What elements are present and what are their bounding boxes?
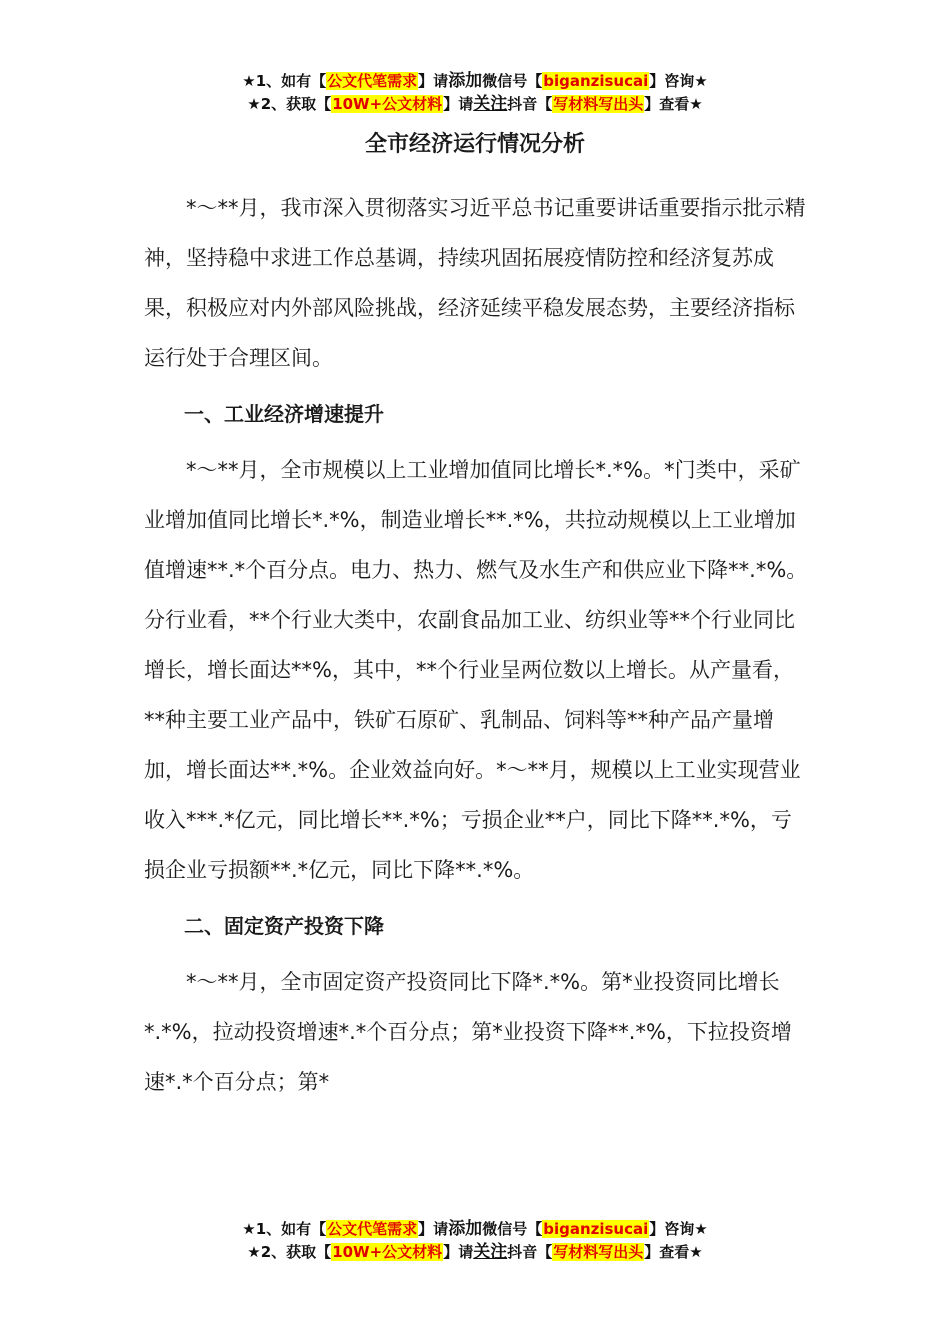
promo-text: 】请: [443, 1243, 474, 1261]
promo-text: 微信号【: [482, 72, 543, 90]
promo-text: 】咨询★: [649, 1220, 708, 1238]
intro-paragraph: *～**月，我市深入贯彻落实习近平总书记重要讲话重要指示批示精神，坚持稳中求进工作总基调，持续巩固拓展疫情防控和经济复苏成果，积极应对内外部风险挑战，经济延续平稳发展态势，主要经济指标运行处于合理区间。: [144, 196, 806, 370]
promo-emphasis: 添加: [448, 1219, 483, 1239]
promo-text: 抖音【: [507, 95, 553, 113]
promo-text: 】请: [443, 95, 474, 113]
promo-banner-bottom: [0, 1218, 950, 1264]
promo-text: 抖音【: [507, 1243, 553, 1261]
promo-emphasis: 关注: [473, 94, 508, 114]
promo-highlight: 写材料写出头: [553, 95, 644, 113]
promo-line-2: [0, 93, 950, 116]
promo-line-1: [0, 1218, 950, 1241]
promo-highlight: biganzisucai: [543, 72, 649, 90]
promo-emphasis: 关注: [473, 1242, 508, 1262]
promo-text: 】咨询★: [649, 72, 708, 90]
section-heading-investment: 二、固定资产投资下降: [184, 914, 384, 938]
promo-highlight: biganzisucai: [543, 1220, 649, 1238]
document-title: 全市经济运行情况分析: [364, 132, 585, 157]
promo-banner-top: [0, 70, 950, 116]
section-paragraph-industry: *～**月，全市规模以上工业增加值同比增长*.*%。*门类中，采矿业增加值同比增长*.*%，制造业增长**.*%，共拉动规模以上工业增加值增速**.*个百分点。电力、热力、燃气及水生产和供应业下降**.*%。分行业看，**个行业大类中，农副食品加工业、纺织业等**个行业同比增长，增长面达**%，其中，**个行业呈两位数以上增长。从产量看，**种主要工业产品中，铁矿石原矿、乳制品、饲料等**种产品产量增加，增长面达**.*%。企业效益向好。*～**月，规模以上工业实现营业收入***.*亿元，同比增长**.*%；亏损企业**户，同比下降**.*%，亏损企业亏损额**.*亿元，同比下降**.*%。: [144, 458, 808, 882]
promo-emphasis: 添加: [448, 71, 483, 91]
promo-text: ★1、如有【: [242, 72, 327, 90]
section-heading-industry: 一、工业经济增速提升: [184, 402, 384, 426]
promo-highlight: 公文代笔需求: [327, 72, 418, 90]
section-paragraph-investment: *～**月，全市固定资产投资同比下降*.*%。第*业投资同比增长*.*%，拉动投资增速*.*个百分点；第*业投资下降**.*%，下拉投资增速*.*个百分点；第*: [144, 970, 792, 1094]
promo-text: ★2、获取【: [247, 95, 332, 113]
promo-line-2: [0, 1241, 950, 1264]
promo-text: 微信号【: [482, 1220, 543, 1238]
promo-highlight: 写材料写出头: [553, 1243, 644, 1261]
promo-text: ★2、获取【: [247, 1243, 332, 1261]
document-body: [144, 183, 812, 1107]
promo-text: 】请: [418, 72, 449, 90]
promo-highlight: 10W+公文材料: [332, 1243, 443, 1261]
promo-text: 】查看★: [644, 95, 703, 113]
promo-highlight: 10W+公文材料: [332, 95, 443, 113]
promo-highlight: 公文代笔需求: [327, 1220, 418, 1238]
promo-text: 】请: [418, 1220, 449, 1238]
promo-text: ★1、如有【: [242, 1220, 327, 1238]
promo-text: 】查看★: [644, 1243, 703, 1261]
promo-line-1: [0, 70, 950, 93]
